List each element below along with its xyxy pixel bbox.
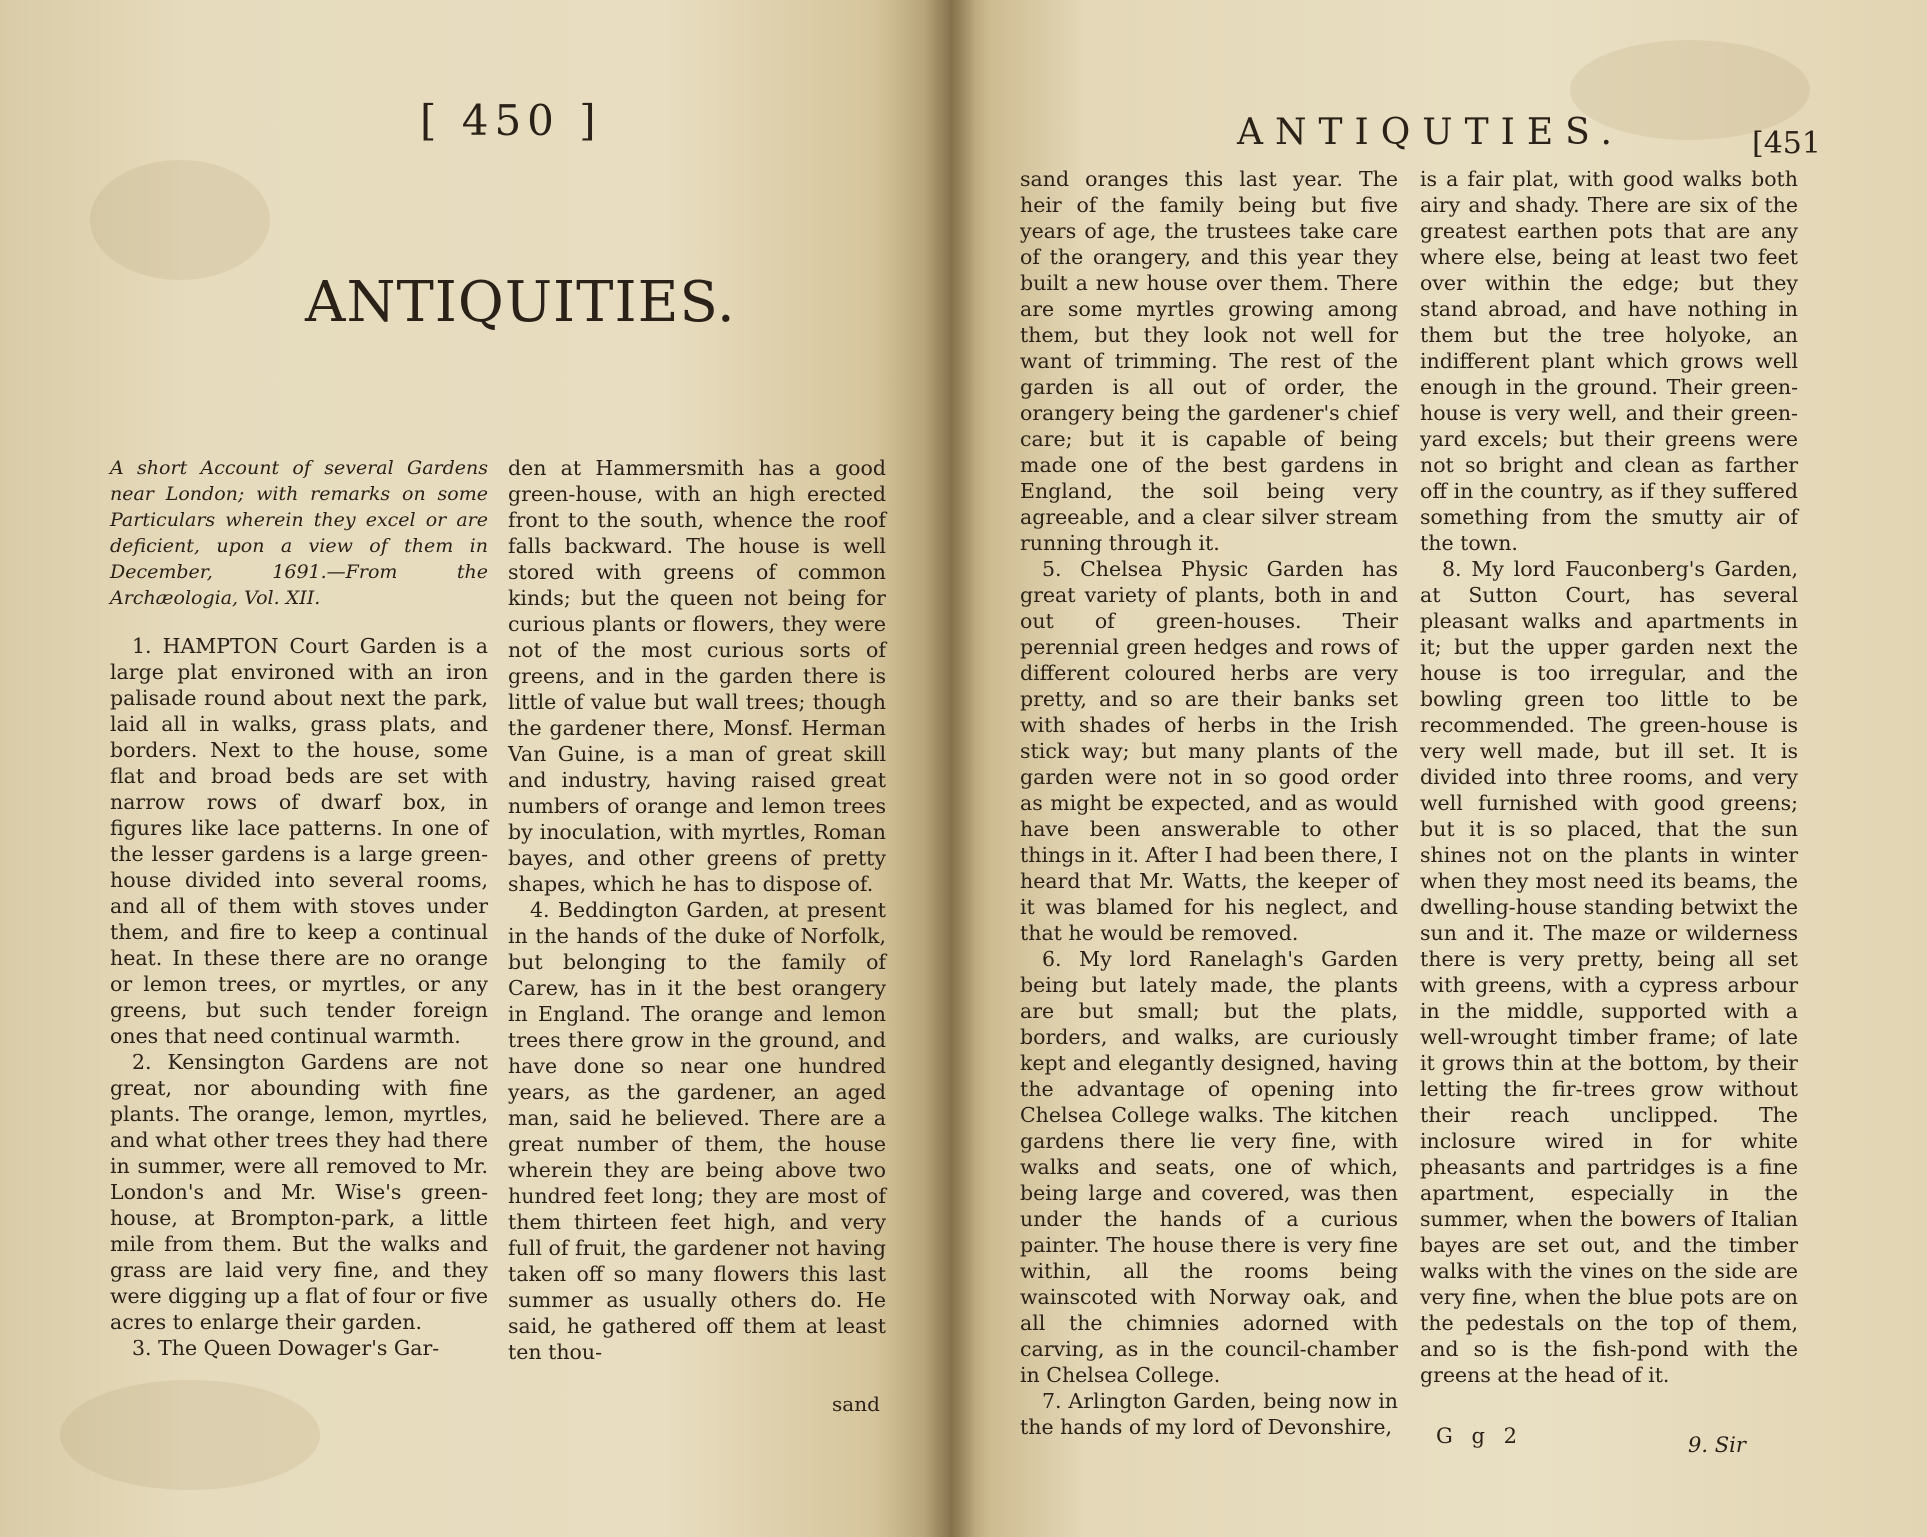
paragraph-beddington: 4. Beddington Garden, at present in the hands of the duke of Norfolk, but belonging to the family of Carew, has in it the best orangery in England. The orange and lemon trees there grow in the ground, and have done so near one hundred years, as the gardener, an aged man, said he believed. There are a great number of them, the house wherein they are being above two hundred feet long; they are most of them thirteen feet high, and very full of fruit, the gardener not having taken off so many flowers this last summer as usually others do. He said, he gathered off them at least ten thou- bbox=[508, 898, 886, 1364]
paragraph-fauconberg: 8. My lord Fauconberg's Garden, at Sutton Court, has several pleasant walks and apartments in it; but the upper garden next the house is too irregular, and the bowling green too little to be recommended. The green-house is very well made, but ill set. It is divided into three rooms, and very well furnished with good greens; but it is so placed, that the sun shines not on the plants in winter when they most need its beams, the dwelling-house standing betwixt the sun and it. The maze or wilderness there is very pretty, being all set with greens, with a cypress arbour in the middle, supported with a well-wrought timber frame; of late it grows thin at the bottom, by their letting the fir-trees grow without their reach unclipped. The inclosure wired in for white pheasants and partridges is a fine apartment, especially in the summer, when the bowers of Italian bayes are set out, and the timber walks with the vines on the side are very fine, when the blue pots are on the pedestals on the top of them, and so is the fish-pond with the greens at the head of it. bbox=[1420, 557, 1798, 1387]
running-head: ANTIQUTIES. bbox=[1237, 112, 1624, 153]
paragraph-ranelagh: 6. My lord Ranelagh's Garden being but lately made, the plants are but small; but the plats, borders, and walks, are curiously kept and elegantly designed, having the advantage of opening into Chelsea College walks. The kitchen gardens there lie very fine, with walks and seats, one of which, being large and covered, was then under the hands of a curious painter. The house there is very fine within, all the rooms being wainscoted with Norway oak, and all the chimnies adorned with carving, as in the council-chamber in Chelsea College. bbox=[1020, 947, 1398, 1387]
left-page bbox=[0, 0, 950, 1537]
page-number-right: [451 bbox=[1752, 126, 1821, 161]
section-title: ANTIQUITIES. bbox=[305, 270, 736, 335]
paragraph-kensington: 2. Kensington Gardens are not great, nor abounding with fine plants. The orange, lemon, myrtles, and what other trees they had there in summer, were all removed to Mr. London's and Mr. Wise's green-house, at Brompton-park, a little mile from them. But the walks and grass are laid very fine, and they were digging up a flat of four or five acres to enlarge their garden. bbox=[110, 1050, 488, 1334]
paragraph-chelsea-physic: 5. Chelsea Physic Garden has great variety of plants, both in and out of green-houses. Their perennial green hedges and rows of different coloured herbs are very pretty, and so are their banks set with shades of herbs in the Irish stick way; but many plants of the garden were not in so good order as might be expected, and as would have been answerable to other things in it. After I had been there, I heard that Mr. Watts, the keeper of it was blamed for his neglect, and that he would be removed. bbox=[1020, 557, 1398, 945]
left-column-1 bbox=[110, 455, 488, 1361]
paragraph-arlington-cont: is a fair plat, with good walks both airy and shady. There are six of the greatest earthen pots that are any where else, being at least two feet over within the edge; but they stand abroad, and have nothing in them but the tree holyoke, an indifferent plant which grows well enough in the ground. Their green-house is very well, and their green-yard excels; but their greens were not so bright and clean as farther off in the country, as if they suffered something from the smutty air of the town. bbox=[1420, 167, 1798, 555]
paragraph-hammersmith: den at Hammersmith has a good green-house, with an high erected front to the south, whence the roof falls backward. The house is well stored with greens of common kinds; but the queen not being for curious plants or flowers, they were not of the most curious sorts of greens, and in the garden there is little of value but wall trees; though the gardener there, Monsf. Herman Van Guine, is a man of great skill and industry, having raised great numbers of orange and lemon trees by inoculation, with myrtles, Roman bayes, and other greens of pretty shapes, which he has to dispose of. bbox=[508, 456, 886, 896]
paragraph-beddington-cont: sand oranges this last year. The heir of the family being but five years of age, the trustees take care of the orangery, and this year they built a new house over them. There are some myrtles growing among them, but they look not well for want of trimming. The rest of the garden is all out of order, the orangery being the gardener's chief care; but it is capable of being made one of the best gardens in England, the soil being very agreeable, and a clear silver stream running through it. bbox=[1020, 167, 1398, 555]
right-column-3 bbox=[1020, 166, 1398, 1440]
paper-stain bbox=[90, 160, 270, 280]
catchword-left: sand bbox=[832, 1392, 880, 1416]
article-heading: A short Account of several Gardens near London; with remarks on some Particulars wherein they excel or are deficient, upon a view of them in December, 1691.—From the Archæologia, Vol. XII. bbox=[110, 457, 488, 609]
right-column-4 bbox=[1420, 166, 1798, 1388]
signature-mark: G g 2 bbox=[1436, 1424, 1523, 1448]
left-column-2 bbox=[508, 455, 886, 1365]
paragraph-queen-dowager: 3. The Queen Dowager's Gar- bbox=[132, 1336, 440, 1360]
paragraph-hampton: 1. HAMPTON Court Garden is a large plat environed with an iron palisade round about next the park, laid all in walks, grass plats, and borders. Next to the house, some flat and broad beds are set with narrow rows of dwarf box, in figures like lace patterns. In one of the lesser gardens is a large green-house divided into several rooms, and all of them with stoves under them, and fire to keep a continual heat. In these there are no orange or lemon trees, or myrtles, or any greens, but such tender foreign ones that need continual warmth. bbox=[110, 634, 488, 1048]
page-number-left: [ 450 ] bbox=[420, 96, 602, 145]
paper-stain bbox=[60, 1380, 320, 1490]
paragraph-arlington: 7. Arlington Garden, being now in the hands of my lord of Devonshire, bbox=[1020, 1389, 1398, 1439]
catchword-right: 9. Sir bbox=[1688, 1433, 1746, 1457]
